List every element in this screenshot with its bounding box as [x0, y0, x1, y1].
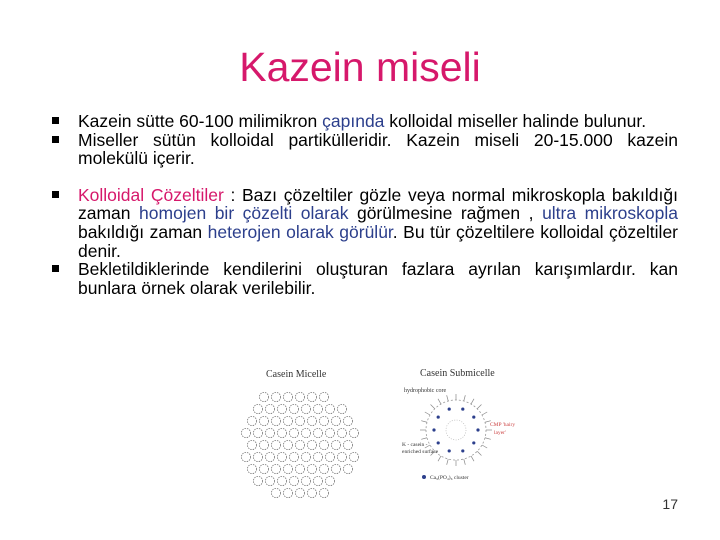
submicelle-unit — [289, 404, 298, 413]
phosphate-marker — [448, 407, 451, 410]
submicelle-unit — [289, 452, 298, 461]
submicelle-unit — [325, 452, 334, 461]
submicelle-unit — [259, 392, 268, 401]
hair-strand — [464, 395, 466, 401]
bullet-text: bakıldığı zaman — [78, 221, 208, 242]
submicelle-unit — [265, 428, 274, 437]
bullet-list — [52, 112, 678, 297]
bullet-item — [52, 131, 678, 168]
hair-strand — [485, 438, 491, 440]
submicelle-unit — [343, 416, 352, 425]
submicelle-unit — [319, 440, 328, 449]
submicelle-unit — [325, 476, 334, 485]
submicelle-unit — [307, 392, 316, 401]
submicelle-unit — [325, 404, 334, 413]
submicelle-unit — [277, 404, 286, 413]
phosphate-marker — [461, 407, 464, 410]
submicelle-unit — [259, 416, 268, 425]
hair-strand — [471, 456, 474, 461]
hair-strand — [482, 412, 487, 415]
phosphate-label: Ca₉(PO₄)₆ cluster — [430, 475, 469, 481]
hair-strand — [482, 445, 487, 448]
submicelle-unit — [301, 476, 310, 485]
micelle-cluster — [241, 392, 358, 497]
submicelle-unit — [301, 404, 310, 413]
hair-strand — [447, 395, 449, 401]
submicelle-unit — [265, 404, 274, 413]
submicelle-unit — [271, 440, 280, 449]
bullet-text: kolloidal miseller halinde bulunur. — [384, 111, 647, 131]
submicelle-unit — [331, 464, 340, 473]
highlight-text: homojen bir çözelti olarak — [139, 203, 349, 224]
submicelle-unit — [271, 488, 280, 497]
submicelle-unit — [349, 452, 358, 461]
slide-title: Kazein miseli — [239, 44, 481, 90]
page-number: 17 — [662, 496, 678, 512]
submicelle-drawing — [420, 394, 492, 466]
submicelle-unit — [313, 428, 322, 437]
submicelle-unit — [331, 416, 340, 425]
kappa-casein-label: K - casein - — [402, 442, 428, 448]
submicelle-unit — [301, 452, 310, 461]
submicelle-unit — [337, 404, 346, 413]
submicelle-unit — [319, 392, 328, 401]
submicelle-unit — [289, 428, 298, 437]
phosphate-marker — [432, 428, 435, 431]
submicelle-unit — [271, 416, 280, 425]
submicelle-unit — [325, 428, 334, 437]
submicelle-unit — [247, 464, 256, 473]
kappa-casein-label: enriched surface — [402, 449, 439, 455]
submicelle-unit — [253, 428, 262, 437]
casein-micelle-diagram — [228, 358, 528, 503]
cmp-label: layer' — [494, 430, 506, 436]
submicelle-unit — [295, 392, 304, 401]
submicelle-unit — [319, 416, 328, 425]
submicelle-unit — [271, 392, 280, 401]
submicelle-unit — [313, 476, 322, 485]
hair-strand — [464, 459, 466, 465]
hair-strand — [425, 412, 430, 415]
submicelle-unit — [343, 464, 352, 473]
submicelle-unit — [295, 464, 304, 473]
hair-strand — [431, 405, 435, 409]
submicelle-unit — [295, 440, 304, 449]
submicelle-unit — [313, 404, 322, 413]
bullet-item — [52, 186, 678, 260]
hair-strand — [477, 451, 481, 455]
submicelle-unit — [247, 440, 256, 449]
submicelle-label: Casein Submicelle — [420, 368, 495, 379]
submicelle-unit — [307, 440, 316, 449]
submicelle-unit — [265, 476, 274, 485]
submicelle-unit — [277, 428, 286, 437]
submicelle-unit — [283, 488, 292, 497]
bullet-item — [52, 260, 678, 297]
highlight-text: ultra mikroskopla — [542, 203, 678, 224]
hair-strand — [477, 405, 481, 409]
bullet-text: Bekletildiklerinde kendilerini oluşturan fazlara ayrılan karışımlardır. kan bunlara örnek olarak verilebilir. — [78, 259, 678, 298]
bullet-text: görülmesine rağmen , — [348, 203, 543, 224]
hair-strand — [447, 459, 449, 465]
submicelle-unit — [283, 416, 292, 425]
submicelle-unit — [283, 392, 292, 401]
phosphate-marker — [422, 475, 426, 479]
phosphate-marker — [448, 449, 451, 452]
submicelle-unit — [301, 428, 310, 437]
phosphate-marker — [437, 441, 440, 444]
cmp-label: CMP 'hairy — [490, 422, 516, 428]
phosphate-marker — [472, 441, 475, 444]
submicelle-unit — [265, 452, 274, 461]
bullet-text: : Bazı çözeltiler gözle veya normal mikroskopla bakıldığı zaman — [78, 184, 678, 224]
term-text: Kolloidal Çözeltiler — [78, 184, 224, 205]
hair-strand — [471, 399, 474, 404]
submicelle-unit — [331, 440, 340, 449]
submicelle-unit — [259, 464, 268, 473]
submicelle-unit — [259, 440, 268, 449]
bullet-text: Miseller sütün kolloidal partikülleridir. Kazein miseli 20-15.000 kazein molekülü içerir. — [78, 129, 678, 169]
submicelle-unit — [307, 488, 316, 497]
hydrophobic-label: hydrophobic core — [404, 388, 447, 394]
square-bullet-icon — [52, 136, 59, 143]
bullet-item — [52, 112, 678, 131]
submicelle-unit — [295, 488, 304, 497]
phosphate-marker — [476, 428, 479, 431]
submicelle-unit — [319, 488, 328, 497]
submicelle-unit — [319, 464, 328, 473]
square-bullet-icon — [52, 117, 59, 124]
bullet-text: Kazein sütte 60-100 milimikron — [78, 111, 323, 131]
submicelle-unit — [295, 416, 304, 425]
submicelle-unit — [271, 464, 280, 473]
submicelle-unit — [307, 416, 316, 425]
hydrophobic-core — [446, 420, 466, 440]
micelle-label: Casein Micelle — [266, 369, 327, 380]
submicelle-unit — [247, 416, 256, 425]
highlight-text: heterojen olarak görülür — [207, 221, 393, 242]
square-bullet-icon — [52, 191, 59, 198]
hair-strand — [438, 456, 441, 461]
submicelle-unit — [241, 428, 250, 437]
square-bullet-icon — [52, 265, 59, 272]
phosphate-marker — [472, 415, 475, 418]
hair-strand — [421, 421, 427, 423]
submicelle-unit — [343, 440, 352, 449]
highlight-text: çapında — [322, 111, 385, 131]
submicelle-unit — [283, 440, 292, 449]
submicelle-unit — [277, 476, 286, 485]
submicelle-unit — [283, 464, 292, 473]
hair-strand — [421, 438, 427, 440]
submicelle-unit — [253, 476, 262, 485]
submicelle-unit — [253, 452, 262, 461]
submicelle-unit — [289, 476, 298, 485]
submicelle-unit — [337, 428, 346, 437]
submicelle-unit — [307, 464, 316, 473]
hair-strand — [438, 399, 441, 404]
submicelle-unit — [241, 452, 250, 461]
phosphate-marker — [461, 449, 464, 452]
submicelle-unit — [313, 452, 322, 461]
phosphate-marker — [437, 415, 440, 418]
bullet-text: . Bu tür çözeltilere kolloidal çözeltiler denir. — [78, 221, 678, 261]
submicelle-unit — [277, 452, 286, 461]
submicelle-unit — [253, 404, 262, 413]
submicelle-unit — [337, 452, 346, 461]
submicelle-unit — [349, 428, 358, 437]
